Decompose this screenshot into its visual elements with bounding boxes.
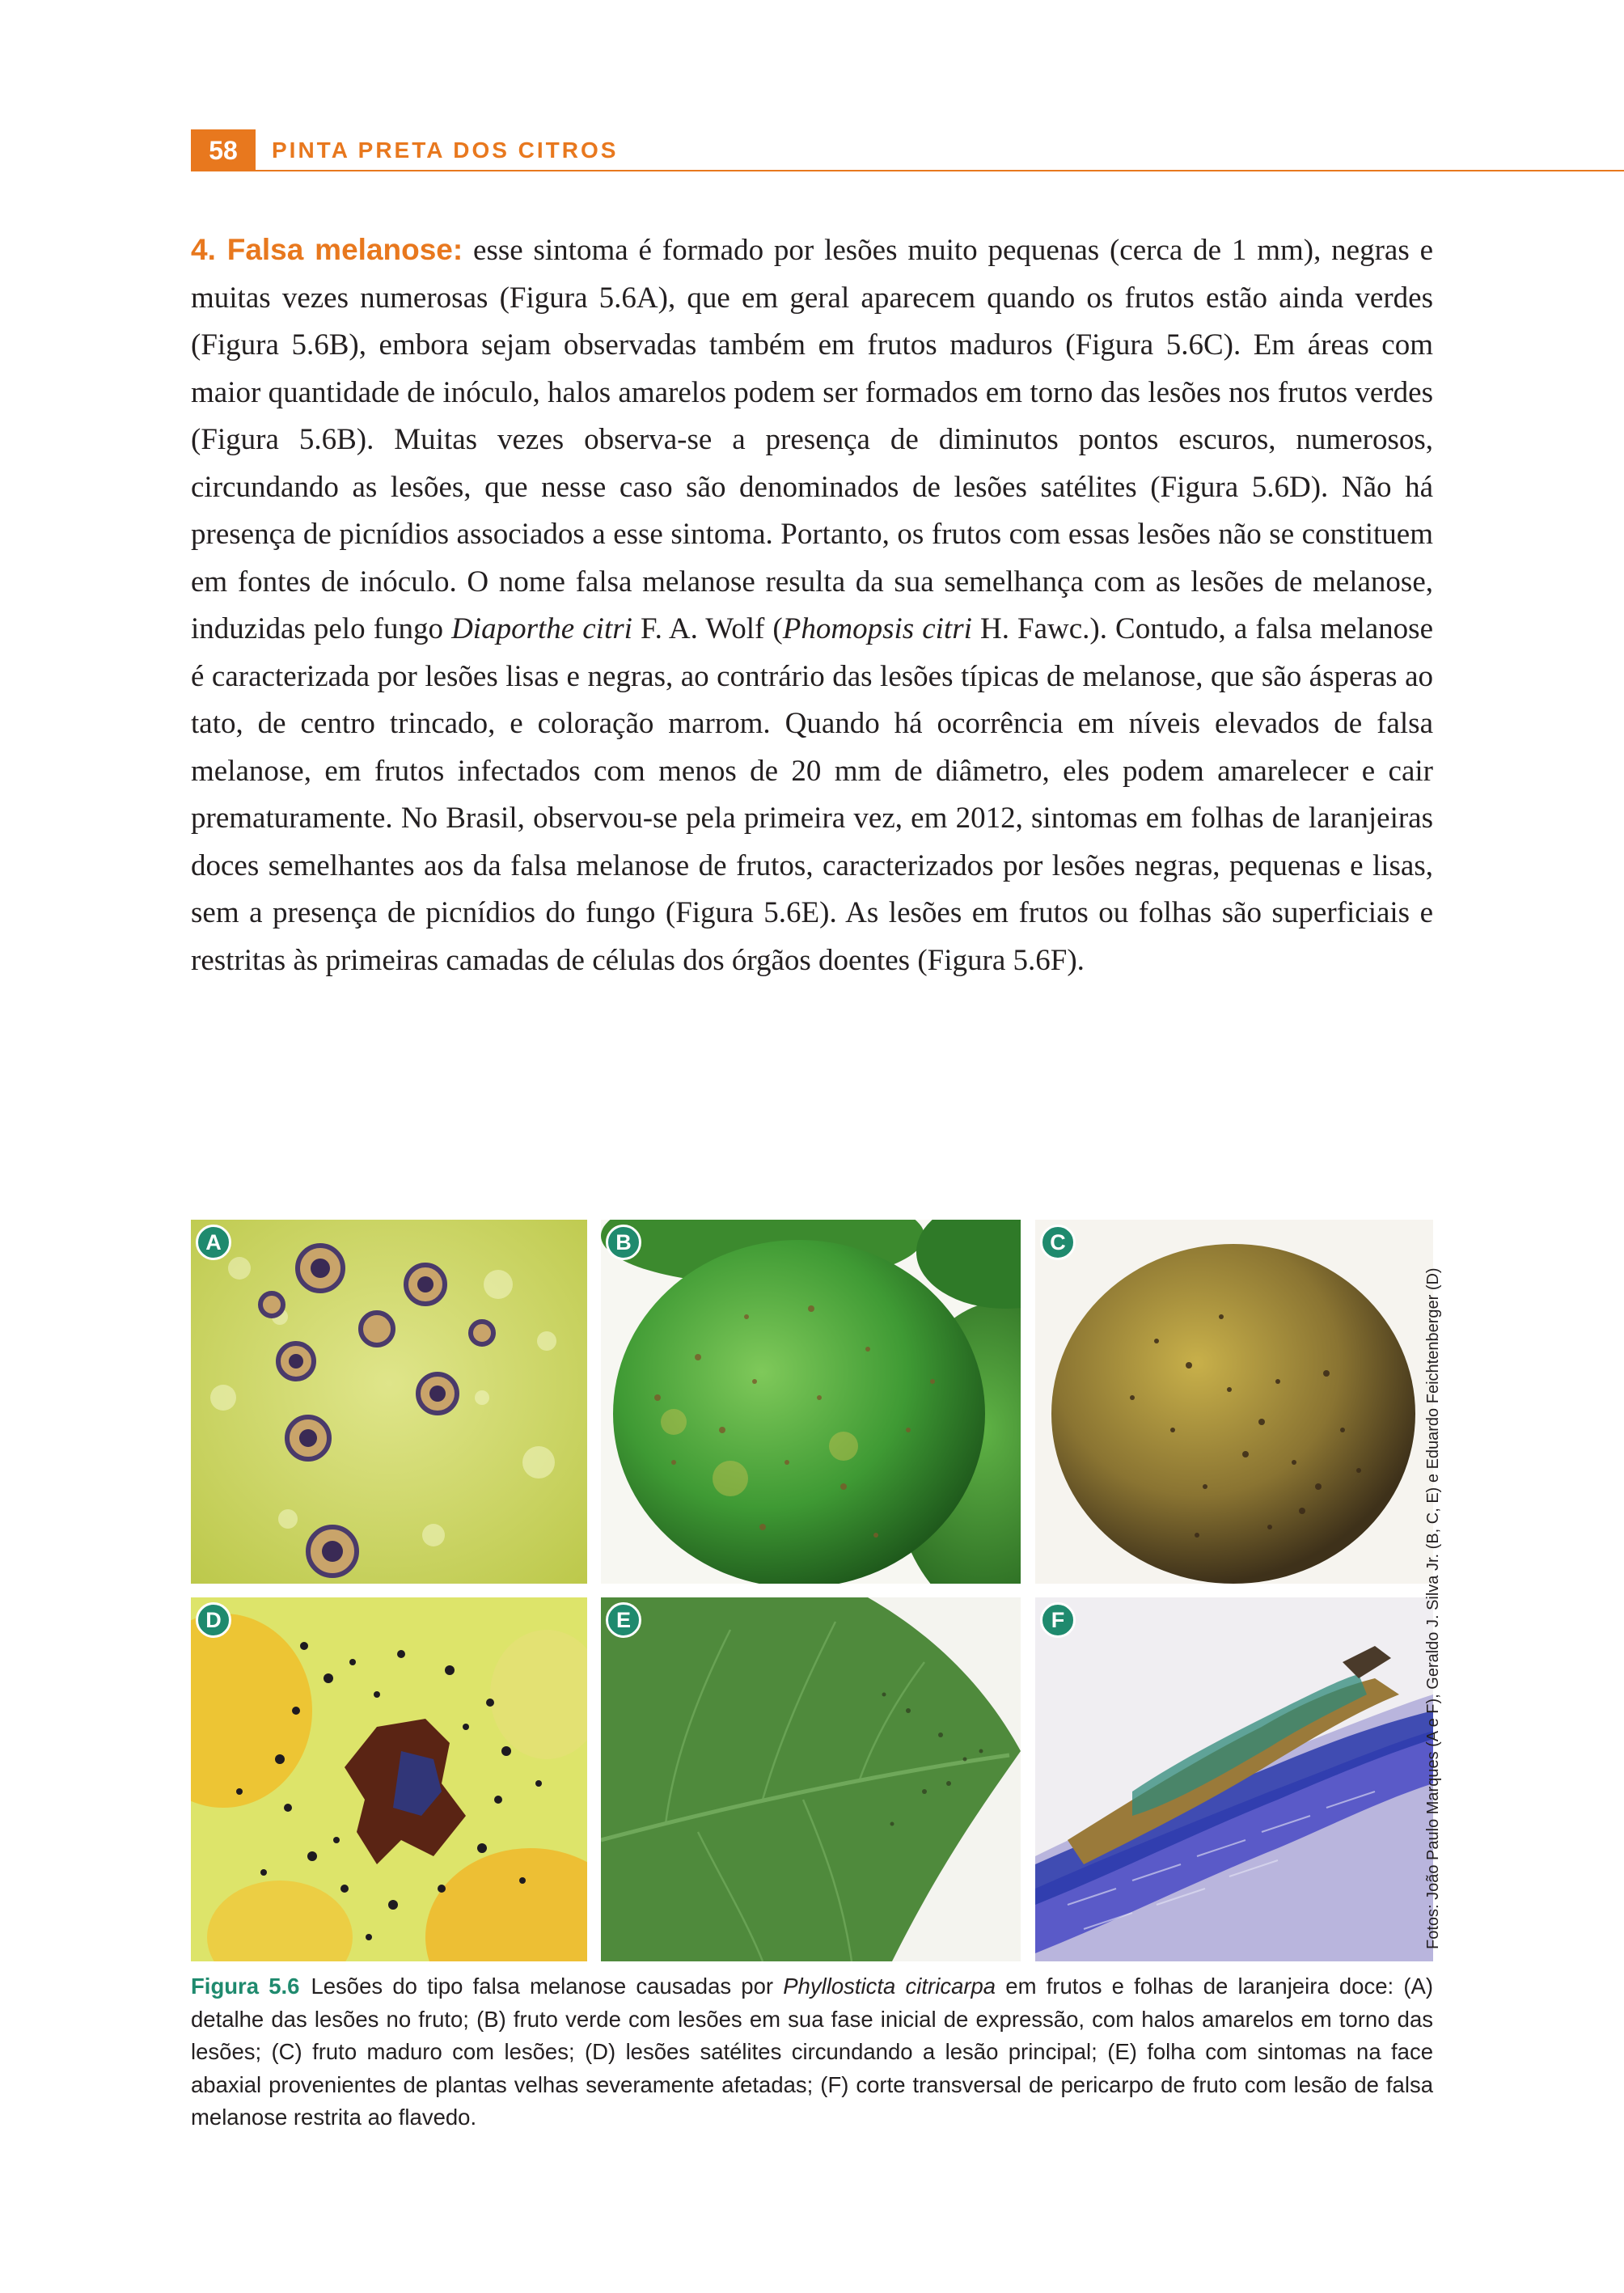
panel-label-c: C: [1040, 1225, 1076, 1260]
photo-f-pericarp-section: [1035, 1597, 1433, 1961]
paragraph-falsa-melanose: [191, 226, 1433, 984]
species-diaporthe: Diaporthe citri: [451, 612, 632, 645]
panel-label-a: A: [196, 1225, 231, 1260]
species-phomopsis: Phomopsis citri: [782, 612, 972, 645]
panel-label-e: E: [606, 1602, 641, 1638]
body-text-part-2: F. A. Wolf (: [632, 612, 783, 645]
photo-c-mature-fruit: [1035, 1220, 1433, 1584]
body-text-part-1: esse sintoma é formado por lesões muito pequenas (cerca de 1 mm), negras e muitas vezes numerosas (Figura 5.6A), que em geral aparecem quando os frutos estão ainda verdes (Figura 5.6B), embora sejam observadas também em frutos maduros (Figura 5.6C). Em áreas com maior quantidade de inóculo, halos amarelos podem ser formados em torno das lesões nos frutos verdes (Figura 5.6B). Muitas vezes observa-se a presença de diminutos pontos escuros, numerosos, circundando as lesões, que nesse caso são denominados de lesões satélites (Figura 5.6D). Não há presença de picnídios associados a esse sintoma. Portanto, os frutos com essas lesões não se constituem em fontes de inóculo. O nome falsa melanose resulta da sua semelhança com as lesões de melanose, induzidas pelo fungo: [191, 234, 1433, 645]
panel-label-b: B: [606, 1225, 641, 1260]
header-rule: [256, 170, 1624, 171]
running-title: PINTA PRETA DOS CITROS: [272, 137, 619, 163]
caption-text-part-1: Lesões do tipo falsa melanose causadas por: [311, 1974, 784, 1999]
figure-label: Figura 5.6: [191, 1974, 300, 1999]
body-text: [191, 226, 1433, 984]
panel-label-f: F: [1040, 1602, 1076, 1638]
body-text-part-3: H. Fawc.). Contudo, a falsa melanose é caracterizada por lesões lisas e negras, ao contrário das lesões típicas de melanose, que são ásperas ao tato, de centro trincado, e coloração marrom. Quando há ocorrência em níveis elevados de falsa melanose, em frutos infectados com menos de 20 mm de diâmetro, eles podem amarelecer e cair prematuramente. No Brasil, observou-se pela primeira vez, em 2012, sintomas em folhas de laranjeiras doces semelhantes aos da falsa melanose de frutos, caracterizados por lesões negras, pequenas e lisas, sem a presença de picnídios do fungo (Figura 5.6E). As lesões em frutos ou folhas são superficiais e restritas às primeiras camadas de células dos órgãos doentes (Figura 5.6F).: [191, 612, 1434, 977]
photo-b-green-fruit: [601, 1220, 1021, 1584]
caption-species: Phyllosticta citricarpa: [783, 1974, 996, 1999]
photo-a-fruit-lesion-detail: [191, 1220, 587, 1584]
figure-caption: [191, 1970, 1433, 2134]
page-header: [191, 129, 1624, 171]
section-lead: 4. Falsa melanose:: [191, 233, 463, 266]
caption-text-part-2: em frutos e folhas de laranjeira doce: (A) detalhe das lesões no fruto; (B) fruto verde com lesões em sua fase inicial de expressão, com halos amarelos em torno das lesões; (C) fruto maduro com lesões; (D) lesões satélites circundando a lesão principal; (E) folha com sintomas na face abaxial provenientes de plantas velhas severamente afetadas; (F) corte transversal de pericarpo de fruto com lesão de falsa melanose restrita ao flavedo.: [191, 1974, 1433, 2130]
photo-d-satellite-lesions: [191, 1597, 587, 1961]
photo-credit: Fotos: João Paulo Marques (A e F), Geraldo J. Silva Jr. (B, C, E) e Eduardo Feichtenberger (D): [1424, 1267, 1442, 1949]
panel-label-d: D: [196, 1602, 231, 1638]
page-number: 58: [191, 129, 256, 171]
photo-e-leaf: [601, 1597, 1021, 1961]
